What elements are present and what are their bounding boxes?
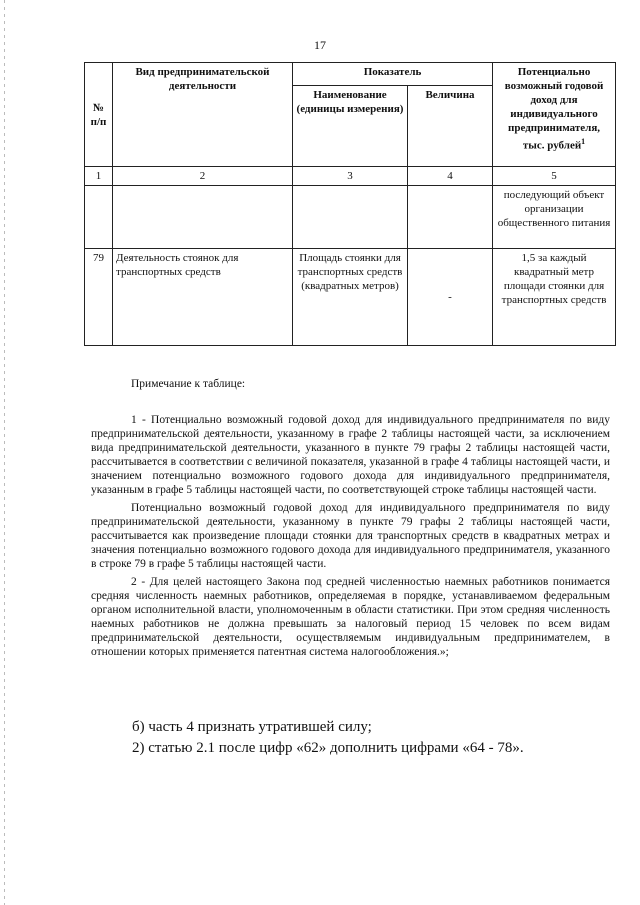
table-notes — [91, 377, 610, 659]
header-activity: Вид предпринимательской деятельности — [113, 63, 293, 167]
page-number: 17 — [314, 38, 326, 52]
header-income-footnote: 1 — [581, 137, 586, 146]
note-paragraph-3: 2 - Для целей настоящего Закона под средней численностью наемных работников понимается средняя численность наемных работников, определяемая в порядке, устанавливаемом федеральным органом исполнительной власти, уполномоченным в области статистики. При этом средняя численность наемных работников не должна превышать за налоговый период 15 человек по всем видам предпринимательской деятельности, осуществляемым индивидуальным предпринимателем, в отношении которых применяется патентная система налогообложения.»; — [91, 576, 610, 658]
notes-title: Примечание к таблице: — [131, 378, 246, 390]
note-paragraph-2: Потенциально возможный годовой доход для индивидуального предпринимателя по виду предпринимательской деятельности, указанному в пункте 79 графы 2 таблицы настоящей части, рассчитывается как произведение площади стоянки для транспортных средств в квадратных метрах и значения потенциально возможного годового дохода для индивидуального предпринимателя, указанного в строке 79 в графе 5 таблицы настоящей части. — [91, 502, 610, 570]
column-numbers-row — [85, 167, 616, 186]
header-indicator: Показатель — [293, 63, 493, 86]
header-name: Наименование (единицы измерения) — [293, 86, 408, 167]
row-name — [293, 186, 408, 249]
header-income — [493, 63, 616, 167]
activity-table — [84, 62, 616, 346]
row-num — [85, 186, 113, 249]
col-num-3: 3 — [293, 167, 408, 186]
table-row — [85, 186, 616, 249]
row-activity — [113, 186, 293, 249]
col-num-5: 5 — [493, 167, 616, 186]
row-name: Площадь стоянки для транспортных средств (квадратных метров) — [293, 249, 408, 346]
header-value: Величина — [408, 86, 493, 167]
row-activity: Деятельность стоянок для транспортных средств — [113, 249, 293, 346]
note-paragraph-1: 1 - Потенциально возможный годовой доход для индивидуального предпринимателя по виду предпринимательской деятельности, указанному в графе 2 таблицы настоящей части, за исключением вида предпринимательской деятельности, указанного в пункте 79 графы 2 таблицы настоящей части, рассчитывается в соответствии с величиной показателя, указанной в графе 4 таблицы настоящей части, и значением потенциально возможного годового дохода для индивидуального предпринимателя, указанным в графе 5 таблицы настоящей части, по соответствующей строке таблицы настоящей части. — [91, 414, 610, 496]
col-num-1: 1 — [85, 167, 113, 186]
row-value — [408, 186, 493, 249]
table-header-row — [85, 63, 616, 86]
scan-edge — [4, 0, 5, 905]
row-value: - — [408, 249, 493, 346]
row-income: последующий объект организации общественного питания — [493, 186, 616, 249]
col-num-4: 4 — [408, 167, 493, 186]
amendment-b: б) часть 4 признать утратившей силу; — [132, 719, 372, 735]
header-num: № п/п — [85, 63, 113, 167]
table-row — [85, 249, 616, 346]
col-num-2: 2 — [113, 167, 293, 186]
header-income-label: Потенциально возможный годовой доход для индивидуального предпринимателя, тыс. рублей — [504, 66, 604, 152]
row-income: 1,5 за каждый квадратный метр площади стоянки для транспортных средств — [493, 249, 616, 346]
row-num: 79 — [85, 249, 113, 346]
amendment-2: 2) статью 2.1 после цифр «62» дополнить цифрами «64 - 78». — [132, 740, 524, 756]
